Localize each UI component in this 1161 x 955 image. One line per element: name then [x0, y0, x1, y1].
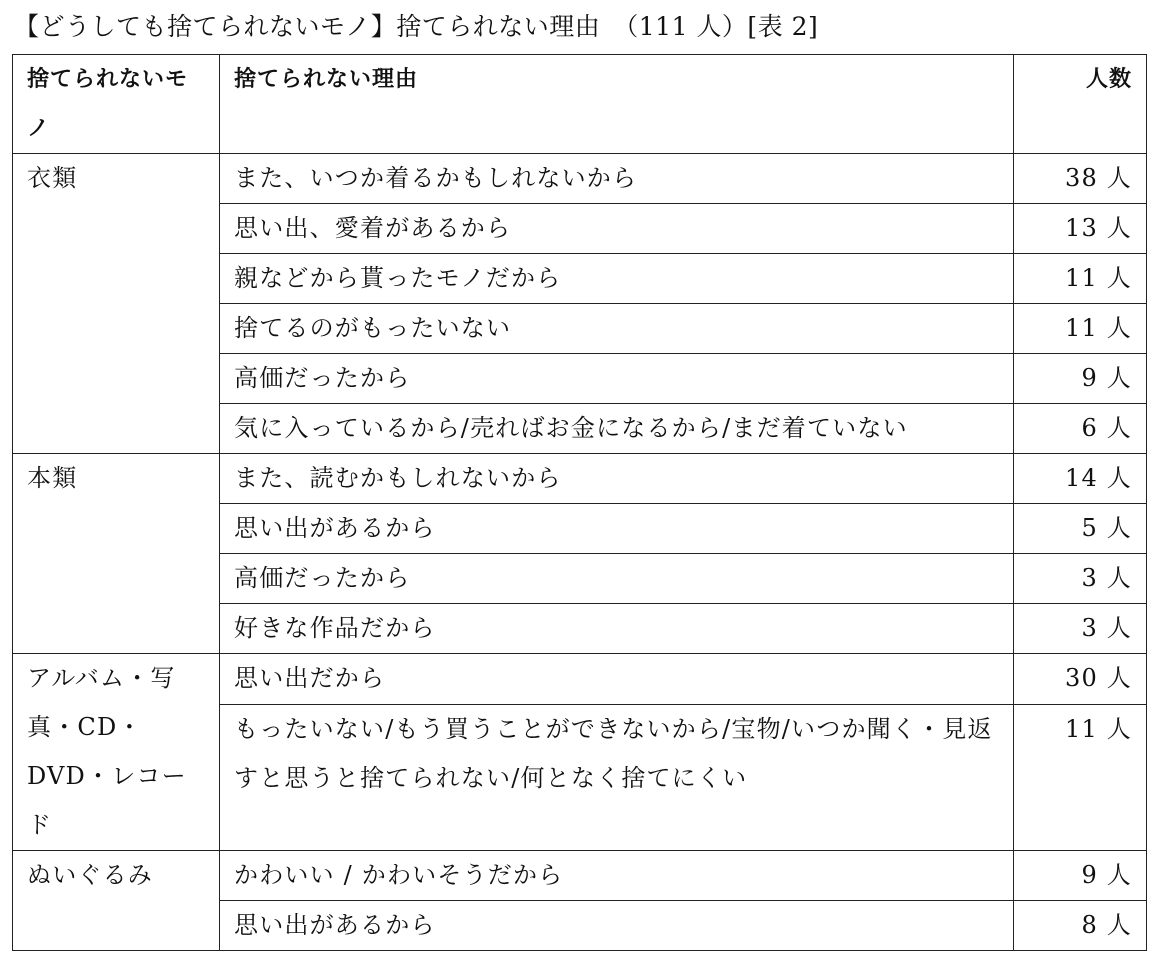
count-cell: 11 人 — [1014, 254, 1147, 304]
reason-cell: 高価だったから — [220, 354, 1014, 404]
reason-cell: 思い出があるから — [220, 901, 1014, 951]
count-cell: 8 人 — [1014, 901, 1147, 951]
category-cell: アルバム・写真・CD・DVD・レコード — [13, 654, 220, 851]
count-cell: 5 人 — [1014, 504, 1147, 554]
header-item: 捨てられないモノ — [13, 55, 220, 154]
reason-cell: 思い出、愛着があるから — [220, 204, 1014, 254]
count-cell: 6 人 — [1014, 404, 1147, 454]
count-cell: 9 人 — [1014, 354, 1147, 404]
header-reason: 捨てられない理由 — [220, 55, 1014, 154]
count-cell: 13 人 — [1014, 204, 1147, 254]
reason-cell: かわいい / かわいそうだから — [220, 851, 1014, 901]
table-title: 【どうしても捨てられないモノ】捨てられない理由 （111 人）[表 2] — [14, 12, 819, 41]
table-row — [13, 154, 1147, 204]
reason-cell: 気に入っているから/売ればお金になるから/まだ着ていない — [220, 404, 1014, 454]
count-cell: 38 人 — [1014, 154, 1147, 204]
count-cell: 9 人 — [1014, 851, 1147, 901]
reason-cell: 捨てるのがもったいない — [220, 304, 1014, 354]
count-cell: 3 人 — [1014, 554, 1147, 604]
table-header-row — [13, 55, 1147, 154]
reason-cell: 親などから貰ったモノだから — [220, 254, 1014, 304]
reason-cell: 好きな作品だから — [220, 604, 1014, 654]
table-row — [13, 851, 1147, 901]
reason-cell: 思い出だから — [220, 654, 1014, 705]
reason-cell: また、読むかもしれないから — [220, 454, 1014, 504]
category-cell: 本類 — [13, 454, 220, 654]
count-cell: 14 人 — [1014, 454, 1147, 504]
reason-cell: 高価だったから — [220, 554, 1014, 604]
header-count: 人数 — [1014, 55, 1147, 154]
table-row — [13, 654, 1147, 705]
category-cell: ぬいぐるみ — [13, 851, 220, 951]
category-cell: 衣類 — [13, 154, 220, 454]
count-cell: 3 人 — [1014, 604, 1147, 654]
reason-cell: もったいない/もう買うことができないから/宝物/いつか聞く・見返すと思うと捨てられない/何となく捨てにくい — [220, 704, 1014, 851]
reason-cell: 思い出があるから — [220, 504, 1014, 554]
reasons-table — [12, 54, 1147, 951]
count-cell: 30 人 — [1014, 654, 1147, 705]
table-row — [13, 454, 1147, 504]
reason-cell: また、いつか着るかもしれないから — [220, 154, 1014, 204]
count-cell: 11 人 — [1014, 304, 1147, 354]
count-cell: 11 人 — [1014, 704, 1147, 851]
